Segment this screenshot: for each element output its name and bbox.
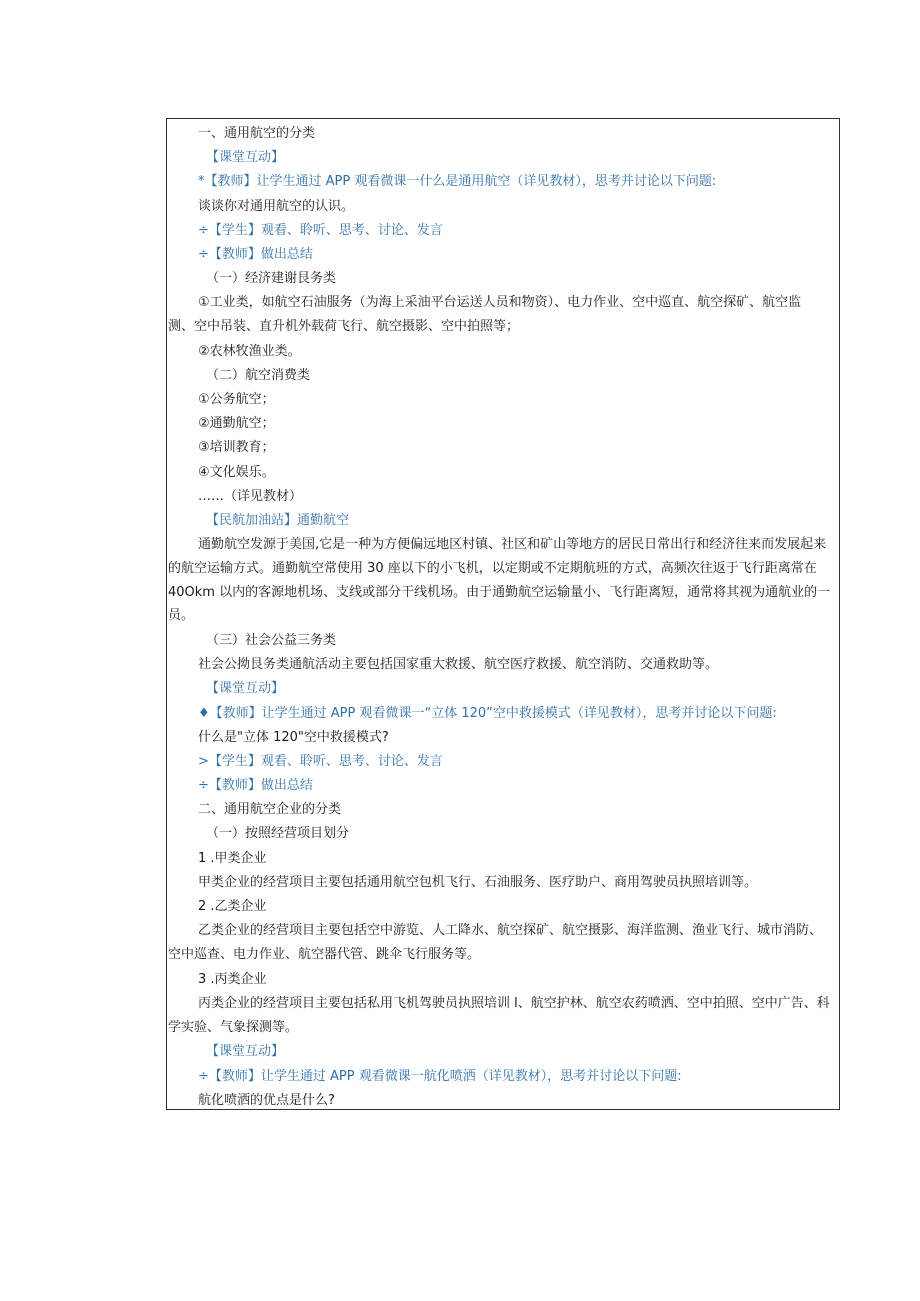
teacher-instruction: ÷【教师】让学生通过 APP 观看微课一航化喷洒（详见教材），思考并讨论以下问题: xyxy=(198,1069,682,1084)
student-activity: ÷【学生】观看、聆听、思考、讨论、发言 xyxy=(198,223,443,238)
see-textbook-note: ……（详见教材） xyxy=(198,489,303,504)
paragraph-line: 甲类企业的经营项目主要包括通用航空包机飞行、石油服务、医疗助户、商用驾驶员执照培训等。 xyxy=(198,875,758,890)
list-item: ①公务航空； xyxy=(198,392,275,407)
paragraph-line: 乙类企业的经营项目主要包括空中游览、人工降水、航空探矿、航空摄影、海洋监测、渔业飞行、城市消防、 xyxy=(198,923,823,938)
paragraph-line: ②农林牧渔业类。 xyxy=(198,344,301,359)
civil-aviation-station-label: 【民航加油站】通勤航空 xyxy=(206,513,350,528)
paragraph-line: 空中巡查、电力作业、航空器代管、跳伞飞行服务等。 xyxy=(168,947,481,962)
subsection-heading: （二）航空消费类 xyxy=(206,368,311,383)
enterprise-class-heading: 1 .甲类企业 xyxy=(198,851,267,866)
enterprise-class-heading: 3 .丙类企业 xyxy=(198,972,267,987)
discussion-question: 航化喷洒的优点是什么? xyxy=(198,1093,335,1108)
subsection-heading: （一）按照经营项目划分 xyxy=(206,826,350,841)
paragraph-line: 丙类企业的经营项目主要包括私用飞机驾驶员执照培训 l、航空护林、航空农药喷洒、空中拍照、空中广告、科 xyxy=(198,996,830,1011)
classroom-interaction-label: 【课堂互动】 xyxy=(206,681,285,696)
teacher-summary: ÷【教师】做出总结 xyxy=(198,247,313,262)
list-item: ②通勤航空； xyxy=(198,416,275,431)
section-heading-1: 一、通用航空的分类 xyxy=(198,126,316,141)
paragraph-line: 社会公拗艮务类通航活动主要包括国家重大救援、航空医疗救援、航空消防、交通救助等。 xyxy=(198,657,719,672)
paragraph-line: 员。 xyxy=(168,608,195,623)
enterprise-class-heading: 2 .乙类企业 xyxy=(198,899,267,914)
subsection-heading: （一）经济建谢艮务类 xyxy=(206,271,337,286)
list-item: ④文化娱乐。 xyxy=(198,465,275,480)
discussion-question: 什么是"立体 120"空中救援模式? xyxy=(198,730,389,745)
paragraph-line: 学实验、气象探测等。 xyxy=(168,1020,299,1035)
paragraph-line: 40Okm 以内的客源地机场、支线或部分干线机场。由于通勤航空运输量小、飞行距离短，通常将其视为通航业的一 xyxy=(168,585,831,600)
teacher-instruction: ♦【教师】让学生通过 APP 观看微课一“立体 120”空中救援模式（详见教材），思考并讨论以下问题: xyxy=(198,706,777,721)
teacher-instruction: *【教师】让学生通过 APP 观看微课一什么是通用航空（详见教材），思考并讨论以下问题: xyxy=(198,174,717,189)
teacher-summary: ÷【教师】做出总结 xyxy=(198,778,313,793)
paragraph-line: 通勤航空发源于美国,它是一种为方便偏远地区村镇、社区和矿山等地方的居民日常出行和经济往来而发展起来 xyxy=(198,537,827,552)
classroom-interaction-label: 【课堂互动】 xyxy=(206,1044,285,1059)
list-item: ③培训教育； xyxy=(198,440,275,455)
student-activity: >【学生】观看、聆听、思考、讨论、发言 xyxy=(198,754,443,769)
paragraph-line: 的航空运输方式。通勤航空常使用 30 座以下的小飞机，以定期或不定期航班的方式，高频次往返于飞行距离常在 xyxy=(168,561,817,576)
classroom-interaction-label: 【课堂互动】 xyxy=(206,150,285,165)
discussion-question: 谈谈你对通用航空的认识。 xyxy=(198,199,355,214)
paragraph-line: 测、空中吊装、直升机外载荷飞行、航空摄影、空中拍照等； xyxy=(168,319,520,334)
subsection-heading: （三）社会公益三务类 xyxy=(206,633,337,648)
section-heading-2: 二、通用航空企业的分类 xyxy=(198,802,342,817)
paragraph-line: ①工业类，如航空石油服务（为海上采油平台运送人员和物资）、电力作业、空中巡直、航空探矿、航空监 xyxy=(198,295,802,310)
